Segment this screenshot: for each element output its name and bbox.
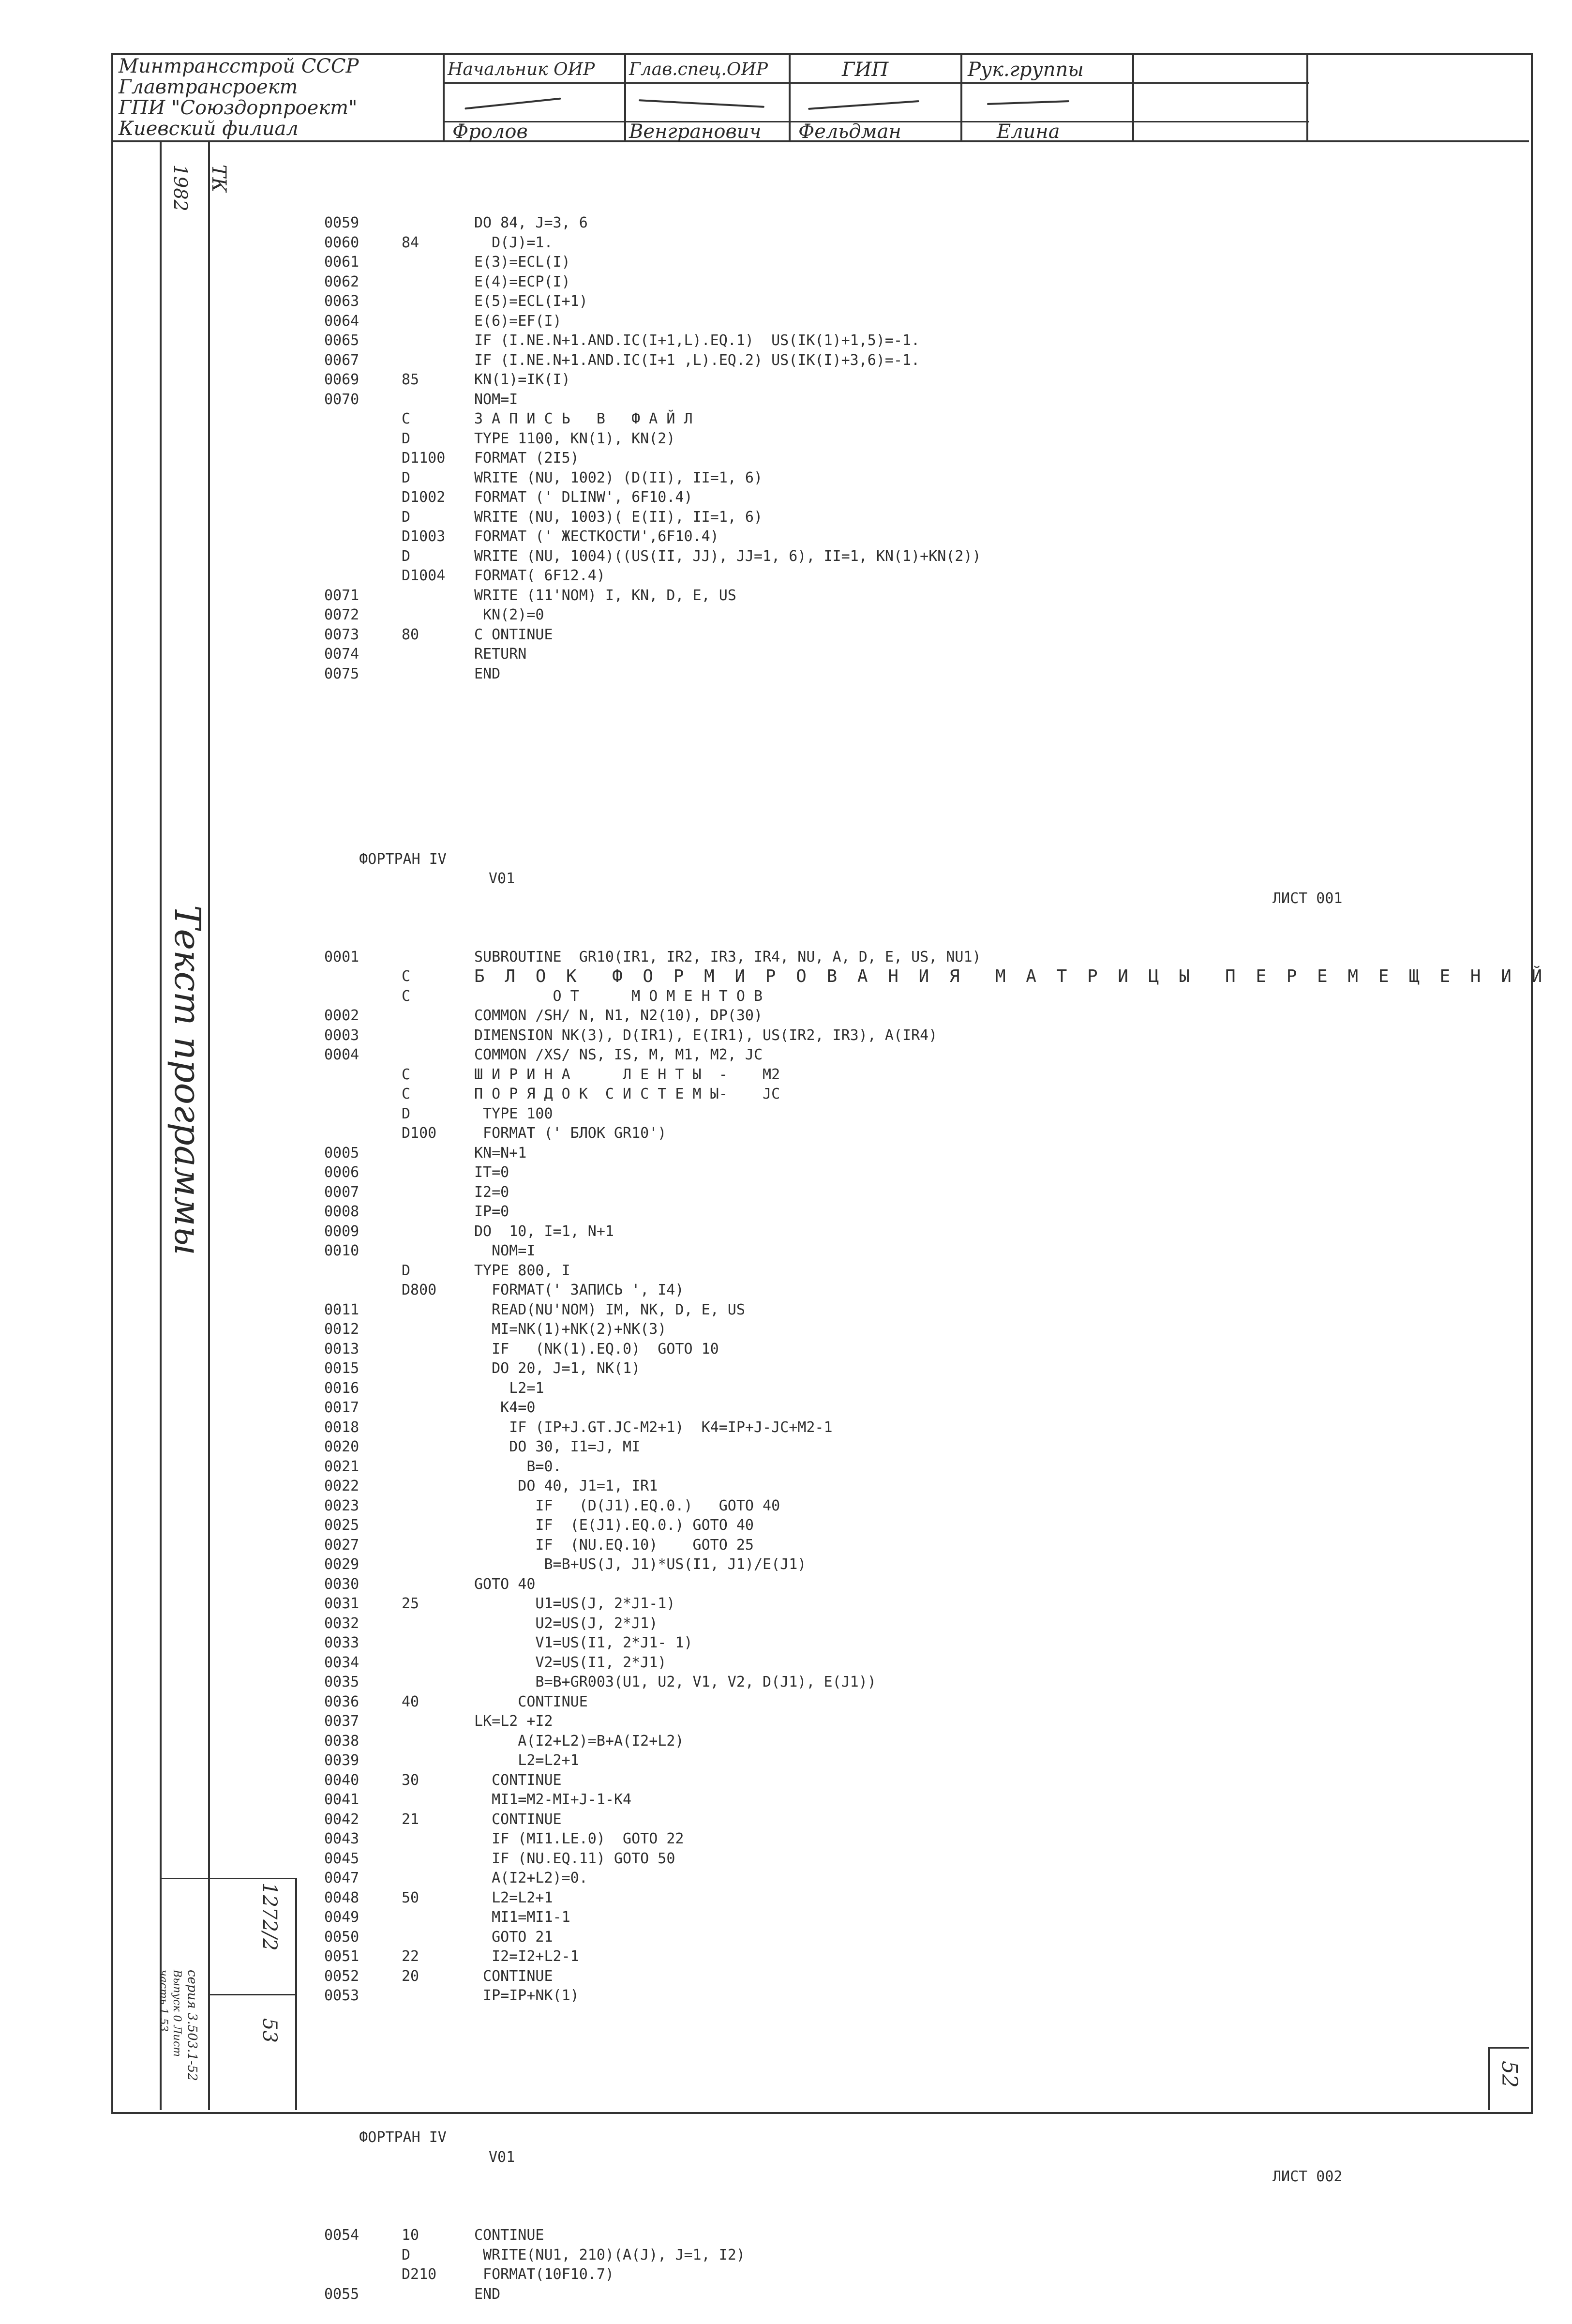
- listing-block-1: [324, 213, 1485, 684]
- code-line: [324, 1418, 1485, 1438]
- listing-header-lang: ФОРТРАН IV: [359, 850, 447, 868]
- listing-header-sheet: ЛИСТ 001: [1273, 890, 1343, 907]
- statement-label: D1003: [402, 528, 446, 545]
- line-number: 0054: [324, 2227, 359, 2244]
- line-number: 0063: [324, 293, 359, 310]
- listing-header-1: [324, 830, 1485, 907]
- line-number: 0040: [324, 1771, 359, 1789]
- statement-text: IP=0: [474, 1203, 509, 1220]
- code-line: [324, 1065, 1485, 1085]
- listing-block-3: [324, 2226, 1485, 2304]
- statement-text: CONTINUE: [474, 2227, 544, 2244]
- statement-text: WRITE (NU, 1003)( E(II), II=1, 6): [474, 508, 763, 526]
- code-line: [324, 605, 1485, 625]
- statement-label: D: [402, 469, 411, 486]
- code-line: [324, 664, 1485, 684]
- code-line: [324, 1477, 1485, 1496]
- statement-text: IF (NK(1).EQ.0) GOTO 10: [474, 1340, 719, 1358]
- statement-text: L2=1: [474, 1379, 544, 1397]
- code-line: [324, 1928, 1485, 1947]
- code-line: [324, 468, 1485, 488]
- statement-label: 21: [402, 1811, 419, 1828]
- statement-text: I2=0: [474, 1183, 509, 1201]
- code-line: [324, 1457, 1485, 1477]
- line-number: 0011: [324, 1301, 359, 1318]
- statement-text: U1=US(J, 2*J1-1): [474, 1595, 675, 1612]
- statement-text: READ(NU'NOM) IM, NK, D, E, US: [474, 1301, 745, 1318]
- line-number: 0045: [324, 1850, 359, 1867]
- line-number: 0021: [324, 1458, 359, 1475]
- line-number: 0032: [324, 1615, 359, 1632]
- statement-label: D: [402, 1262, 411, 1279]
- code-line: [324, 390, 1485, 410]
- statement-text: D(J)=1.: [474, 234, 553, 251]
- statement-text: FORMAT (2I5): [474, 450, 579, 467]
- code-line: [324, 1810, 1485, 1830]
- statement-text: CONTINUE: [474, 1693, 588, 1710]
- line-number: 0015: [324, 1360, 359, 1377]
- statement-text: COMMON /SH/ N, N1, N2(10), DP(30): [474, 1007, 763, 1024]
- code-line: [324, 1732, 1485, 1751]
- line-number: 0043: [324, 1830, 359, 1847]
- statement-text: Б Л О К Ф О Р М И Р О В А Н И Я М А Т Р И Ц Ы П Е Р Е М Е Щ Е Н И Й: [474, 966, 1547, 986]
- line-number: 0003: [324, 1026, 359, 1044]
- line-number: 0020: [324, 1438, 359, 1455]
- statement-text: WRITE (11'NOM) I, KN, D, E, US: [474, 587, 736, 604]
- line-number: 0059: [324, 214, 359, 231]
- code-line: [324, 429, 1485, 449]
- code-line: [324, 1516, 1485, 1536]
- statement-label: C: [402, 1086, 411, 1102]
- statement-text: I2=I2+L2-1: [474, 1948, 579, 1965]
- statement-text: KN=N+1: [474, 1144, 527, 1162]
- line-number: 0060: [324, 234, 359, 251]
- statement-text: FORMAT (' DLINW', 6F10.4): [474, 489, 693, 506]
- statement-text: CONTINUE: [474, 1811, 562, 1828]
- statement-text: WRITE (NU, 1002) (D(II), II=1, 6): [474, 469, 763, 486]
- org-line-3: ГПИ "Союздорпроект": [119, 97, 358, 119]
- side-year: 1982: [170, 165, 191, 211]
- statement-text: П О Р Я Д О К С И С Т Е М Ы- JC: [474, 1086, 780, 1102]
- code-line: [324, 1222, 1485, 1242]
- statement-text: E(4)=ECP(I): [474, 273, 570, 290]
- side-part: часть 1 53: [157, 1970, 169, 2032]
- code-line: [324, 1751, 1485, 1771]
- statement-label: C: [402, 968, 411, 985]
- statement-text: E(3)=ECL(I): [474, 254, 570, 271]
- code-line: [324, 1614, 1485, 1634]
- code-line: [324, 2285, 1485, 2305]
- statement-label: D: [402, 2246, 411, 2264]
- code-line: [324, 547, 1485, 567]
- statement-text: GOTO 21: [474, 1928, 553, 1946]
- statement-text: A(I2+L2)=0.: [474, 1870, 588, 1886]
- statement-text: WRITE (NU, 1004)((US(II, JJ), JJ=1, 6), II=1, KN(1)+KN(2)): [474, 547, 981, 565]
- line-number: 0025: [324, 1517, 359, 1534]
- code-line: [324, 508, 1485, 528]
- line-number: 0039: [324, 1752, 359, 1769]
- role-chief-spec: Глав.спец.ОИР: [629, 60, 768, 79]
- line-number: 0047: [324, 1870, 359, 1886]
- org-line-2: Главтрансроект: [119, 76, 298, 98]
- line-number: 0053: [324, 1987, 359, 2004]
- line-number: 0008: [324, 1203, 359, 1220]
- statement-text: DO 20, J=1, NK(1): [474, 1360, 641, 1377]
- statement-text: U2=US(J, 2*J1): [474, 1615, 658, 1632]
- statement-label: C: [402, 987, 411, 1005]
- line-number: 0038: [324, 1732, 359, 1750]
- code-line: [324, 1144, 1485, 1163]
- statement-label: 40: [402, 1693, 419, 1710]
- line-number: 0037: [324, 1713, 359, 1730]
- line-number: 0067: [324, 351, 359, 369]
- line-number: 0009: [324, 1222, 359, 1240]
- statement-label: D: [402, 430, 411, 447]
- statement-label: D: [402, 547, 411, 565]
- side-issue: Выпуск 0 Лист: [171, 1970, 183, 2057]
- code-line: [324, 409, 1485, 429]
- statement-text: IF (I.NE.N+1.AND.IC(I+1 ,L).EQ.2) US(IK(I)+3,6)=-1.: [474, 351, 920, 369]
- line-number: 0013: [324, 1340, 359, 1358]
- line-number: 0006: [324, 1164, 359, 1181]
- statement-text: END: [474, 665, 501, 682]
- code-line: [324, 1045, 1485, 1065]
- line-number: 0050: [324, 1928, 359, 1946]
- code-line: [324, 586, 1485, 606]
- code-line: [324, 2246, 1485, 2265]
- statement-text: L2=L2+1: [474, 1889, 553, 1906]
- statement-text: COMMON /XS/ NS, IS, M, M1, M2, JC: [474, 1046, 763, 1063]
- line-number: 0010: [324, 1242, 359, 1259]
- code-line: [324, 1320, 1485, 1340]
- statement-text: IF (NU.EQ.11) GOTO 50: [474, 1850, 675, 1867]
- code-line: [324, 292, 1485, 312]
- page-number: 52: [1497, 2061, 1522, 2088]
- statement-label: 50: [402, 1889, 419, 1906]
- code-line: [324, 645, 1485, 664]
- code-line: [324, 253, 1485, 272]
- line-number: 0075: [324, 665, 359, 682]
- statement-text: SUBROUTINE GR10(IR1, IR2, IR3, IR4, NU, A, D, E, US, NU1): [474, 948, 981, 966]
- statement-text: NOM=I: [474, 1242, 536, 1259]
- name-frolov: Фролов: [452, 121, 528, 143]
- line-number: 0051: [324, 1948, 359, 1965]
- line-number: 0004: [324, 1046, 359, 1063]
- code-line: [324, 213, 1485, 233]
- code-line: [324, 966, 1547, 987]
- code-line: [324, 1183, 1485, 1203]
- statement-text: END: [474, 2285, 501, 2303]
- code-line: [324, 1869, 1485, 1888]
- line-number: 0055: [324, 2285, 359, 2303]
- line-number: 0033: [324, 1634, 359, 1651]
- statement-text: K4=0: [474, 1399, 536, 1416]
- line-number: 0017: [324, 1399, 359, 1416]
- statement-text: CONTINUE: [474, 1771, 562, 1789]
- statement-text: FORMAT (' БЛОК GR10'): [474, 1125, 667, 1142]
- code-line: [324, 1536, 1485, 1555]
- side-doc-no: 1272/2: [258, 1883, 281, 1951]
- statement-text: CONTINUE: [474, 1967, 553, 1985]
- listing-block-2: [324, 948, 1547, 2006]
- code-line: [324, 527, 1485, 547]
- statement-text: TYPE 1100, KN(1), KN(2): [474, 430, 675, 447]
- statement-text: DO 84, J=3, 6: [474, 214, 588, 231]
- statement-text: IF (IP+J.GT.JC-M2+1) K4=IP+J-JC+M2-1: [474, 1419, 833, 1436]
- statement-text: B=B+GR003(U1, U2, V1, V2, D(J1), E(J1)): [474, 1674, 876, 1690]
- statement-label: D800: [402, 1282, 437, 1298]
- statement-label: 25: [402, 1595, 419, 1612]
- line-number: 0022: [324, 1478, 359, 1494]
- statement-text: З А П И С Ь В Ф А Й Л: [474, 410, 693, 427]
- line-number: 0071: [324, 587, 359, 604]
- listing-header-version: V01: [489, 2148, 515, 2166]
- statement-text: E(5)=ECL(I+1): [474, 293, 588, 310]
- code-line: [324, 1692, 1485, 1712]
- code-line: [324, 1300, 1485, 1320]
- line-number: 0029: [324, 1556, 359, 1573]
- code-line: [324, 1026, 1485, 1046]
- statement-text: WRITE(NU1, 210)(A(J), J=1, I2): [474, 2246, 745, 2264]
- code-line: [324, 370, 1485, 390]
- code-line: [324, 1437, 1485, 1457]
- code-line: [324, 1771, 1485, 1791]
- line-number: 0002: [324, 1007, 359, 1024]
- code-line: [324, 1633, 1485, 1653]
- code-line: [324, 312, 1485, 332]
- statement-text: IF (E(J1).EQ.0.) GOTO 40: [474, 1517, 754, 1534]
- statement-text: IF (MI1.LE.0) GOTO 22: [474, 1830, 684, 1847]
- statement-label: 22: [402, 1948, 419, 1965]
- line-number: 0016: [324, 1379, 359, 1397]
- line-number: 0036: [324, 1693, 359, 1710]
- code-line: [324, 2226, 1485, 2246]
- code-line: [324, 1594, 1485, 1614]
- statement-text: MI1=M2-MI+J-1-K4: [474, 1791, 632, 1808]
- code-line: [324, 2265, 1485, 2285]
- line-number: 0001: [324, 948, 359, 966]
- code-line: [324, 1281, 1485, 1300]
- code-line: [324, 1241, 1485, 1261]
- code-line: [324, 1653, 1485, 1673]
- code-line: [324, 948, 1485, 967]
- statement-text: IT=0: [474, 1164, 509, 1181]
- side-tk: ТК: [208, 165, 230, 193]
- statement-text: IF (D(J1).EQ.0.) GOTO 40: [474, 1497, 780, 1514]
- line-number: 0031: [324, 1595, 359, 1612]
- code-line: [324, 1967, 1485, 1987]
- statement-text: MI1=MI1-1: [474, 1909, 570, 1926]
- line-number: 0074: [324, 646, 359, 663]
- code-line: [324, 1888, 1485, 1908]
- statement-text: Ш И Р И Н А Л Е Н Т Ы - M2: [474, 1066, 780, 1083]
- statement-label: D1002: [402, 489, 446, 506]
- code-line: [324, 449, 1485, 468]
- line-number: 0062: [324, 273, 359, 290]
- line-number: 0064: [324, 312, 359, 330]
- code-line: [324, 987, 1485, 1007]
- name-vengranovich: Венгранович: [629, 121, 762, 143]
- statement-label: C: [402, 1066, 411, 1083]
- listing-header-sheet: ЛИСТ 002: [1273, 2168, 1343, 2185]
- line-number: 0073: [324, 626, 359, 643]
- code-line: [324, 1379, 1485, 1399]
- side-sheet-no: 53: [258, 2018, 281, 2043]
- code-line: [324, 1202, 1485, 1222]
- statement-label: 85: [402, 371, 419, 388]
- line-number: 0065: [324, 332, 359, 349]
- statement-text: V2=US(I1, 2*J1): [474, 1654, 667, 1671]
- statement-text: V1=US(I1, 2*J1- 1): [474, 1634, 693, 1651]
- line-number: 0007: [324, 1183, 359, 1201]
- name-elina: Елина: [997, 121, 1060, 143]
- line-number: 0005: [324, 1144, 359, 1162]
- code-line: [324, 1006, 1485, 1026]
- statement-text: NOM=I: [474, 391, 518, 408]
- statement-text: FORMAT(10F10.7): [474, 2266, 614, 2283]
- line-number: 0069: [324, 371, 359, 388]
- statement-label: 10: [402, 2227, 419, 2244]
- statement-text: TYPE 800, I: [474, 1262, 570, 1279]
- line-number: 0072: [324, 606, 359, 623]
- statement-text: GOTO 40: [474, 1575, 536, 1593]
- statement-label: D100: [402, 1125, 437, 1142]
- code-line: [324, 1496, 1485, 1516]
- program-listing: [324, 174, 1547, 2324]
- statement-label: D: [402, 508, 411, 526]
- statement-text: DO 30, I1=J, MI: [474, 1438, 641, 1455]
- code-line: [324, 1849, 1485, 1869]
- listing-header-2: [324, 2109, 1485, 2185]
- statement-text: TYPE 100: [474, 1105, 553, 1122]
- line-number: 0042: [324, 1811, 359, 1828]
- line-number: 0049: [324, 1909, 359, 1926]
- statement-label: 30: [402, 1771, 419, 1789]
- code-line: [324, 1829, 1485, 1849]
- line-number: 0030: [324, 1575, 359, 1593]
- name-feldman: Фельдман: [798, 121, 901, 143]
- statement-text: C ONTINUE: [474, 626, 553, 643]
- statement-text: KN(2)=0: [474, 606, 544, 623]
- statement-text: FORMAT (' ЖЕСТКОСТИ',6F10.4): [474, 528, 719, 545]
- statement-label: 80: [402, 626, 419, 643]
- statement-text: MI=NK(1)+NK(2)+NK(3): [474, 1321, 667, 1338]
- code-line: [324, 1359, 1485, 1379]
- code-line: [324, 1085, 1485, 1104]
- statement-text: О Т М О М Е Н Т О В: [474, 987, 763, 1005]
- statement-text: E(6)=EF(I): [474, 312, 562, 330]
- code-line: [324, 1712, 1485, 1732]
- line-number: 0061: [324, 254, 359, 271]
- code-line: [324, 331, 1485, 351]
- line-number: 0018: [324, 1419, 359, 1436]
- code-line: [324, 1790, 1485, 1810]
- statement-label: 20: [402, 1967, 419, 1985]
- code-line: [324, 566, 1485, 586]
- code-line: [324, 1398, 1485, 1418]
- side-series: серия 3.503.1-52: [185, 1970, 199, 2081]
- statement-label: D210: [402, 2266, 437, 2283]
- org-line-4: Киевский филиал: [119, 118, 299, 140]
- line-number: 0027: [324, 1536, 359, 1554]
- statement-text: LK=L2 +I2: [474, 1713, 553, 1730]
- line-number: 0012: [324, 1321, 359, 1338]
- code-line: [324, 488, 1485, 508]
- line-number: 0023: [324, 1497, 359, 1514]
- code-line: [324, 351, 1485, 371]
- statement-text: IF (NU.EQ.10) GOTO 25: [474, 1536, 754, 1554]
- org-line-1: Минтрансстрой СССР: [119, 55, 359, 77]
- statement-text: B=B+US(J, J1)*US(I1, J1)/E(J1): [474, 1556, 807, 1573]
- line-number: 0052: [324, 1967, 359, 1985]
- statement-text: IF (I.NE.N+1.AND.IC(I+1,L).EQ.1) US(IK(1)+1,5)=-1.: [474, 332, 920, 349]
- side-title: Текст программы: [166, 905, 208, 1255]
- line-number: 0035: [324, 1674, 359, 1690]
- code-line: [324, 1908, 1485, 1928]
- statement-text: FORMAT( 6F12.4): [474, 567, 605, 584]
- listing-header-version: V01: [489, 870, 515, 887]
- code-line: [324, 1673, 1485, 1692]
- statement-text: A(I2+L2)=B+A(I2+L2): [474, 1732, 684, 1750]
- line-number: 0048: [324, 1889, 359, 1906]
- statement-label: D1100: [402, 450, 446, 467]
- code-line: [324, 625, 1485, 645]
- statement-text: L2=L2+1: [474, 1752, 579, 1769]
- code-line: [324, 272, 1485, 292]
- role-head-oir: Начальник ОИР: [448, 60, 595, 79]
- statement-text: KN(1)=IK(I): [474, 371, 570, 388]
- statement-text: DO 10, I=1, N+1: [474, 1222, 614, 1240]
- listing-header-lang: ФОРТРАН IV: [359, 2129, 447, 2146]
- code-line: [324, 1340, 1485, 1359]
- code-line: [324, 1986, 1485, 2006]
- code-line: [324, 233, 1485, 253]
- statement-label: D: [402, 1105, 411, 1122]
- code-line: [324, 1947, 1485, 1967]
- statement-text: FORMAT(' ЗАПИСЬ ', I4): [474, 1282, 684, 1298]
- statement-text: DIMENSION NK(3), D(IR1), E(IR1), US(IR2, IR3), A(IR4): [474, 1026, 938, 1044]
- statement-text: RETURN: [474, 646, 527, 663]
- code-line: [324, 1163, 1485, 1183]
- line-number: 0041: [324, 1791, 359, 1808]
- code-line: [324, 1555, 1485, 1575]
- role-group-lead: Рук.группы: [968, 59, 1084, 81]
- code-line: [324, 1124, 1485, 1144]
- line-number: 0070: [324, 391, 359, 408]
- statement-label: D1004: [402, 567, 446, 584]
- code-line: [324, 1261, 1485, 1281]
- code-line: [324, 1104, 1485, 1124]
- line-number: 0034: [324, 1654, 359, 1671]
- statement-label: 84: [402, 234, 419, 251]
- statement-text: B=0.: [474, 1458, 562, 1475]
- statement-text: DO 40, J1=1, IR1: [474, 1478, 658, 1494]
- role-gip: ГИП: [842, 59, 889, 81]
- statement-text: IP=IP+NK(1): [474, 1987, 579, 2004]
- code-line: [324, 1575, 1485, 1595]
- statement-label: C: [402, 410, 411, 427]
